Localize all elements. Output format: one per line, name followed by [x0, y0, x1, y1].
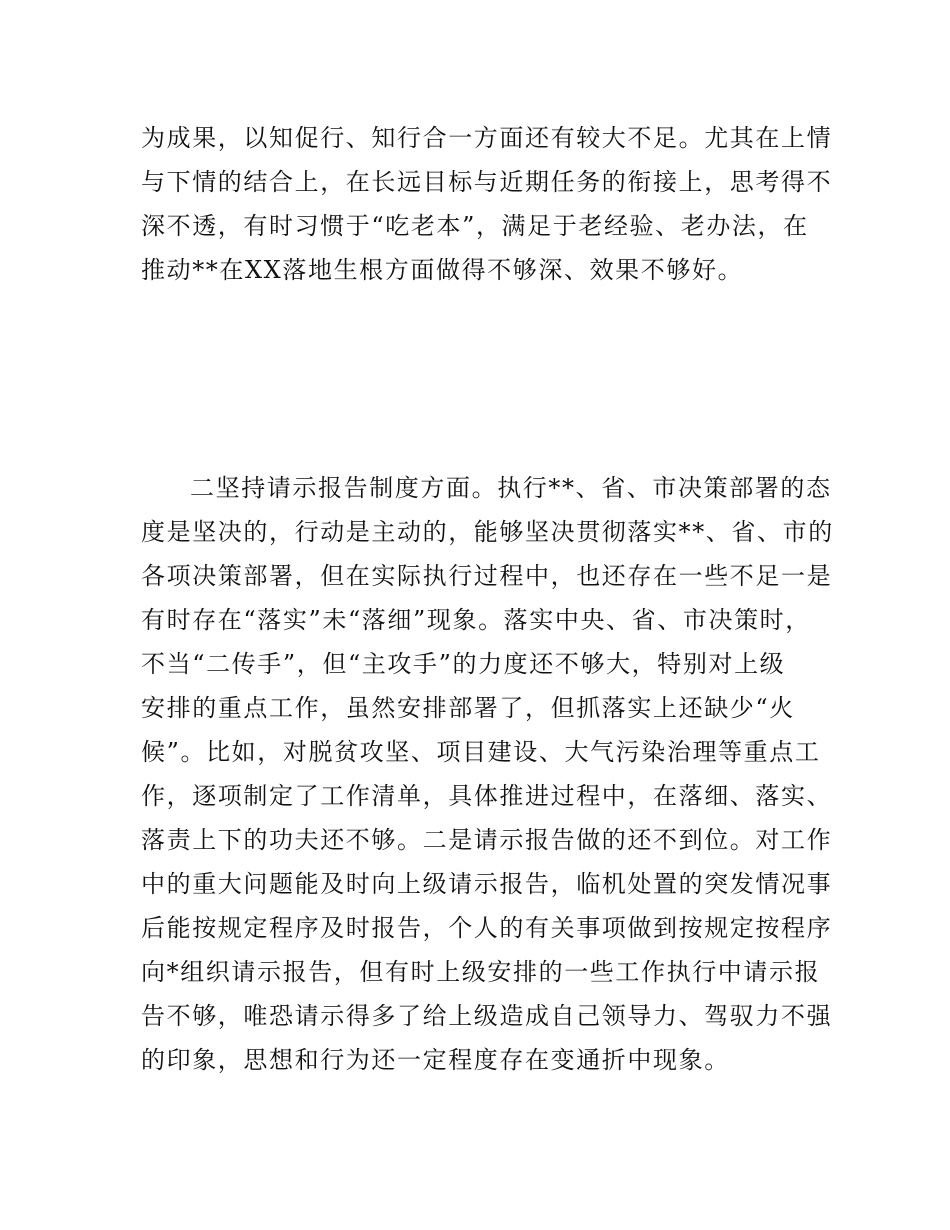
paragraph-2-line-1: 二坚持请示报告制度方面。执行**、省、市决策部署的态 — [190, 474, 832, 502]
paragraph-2-line-5: 不当“二传手”，但“主攻手”的力度还不够大，特别对上级 — [141, 650, 786, 678]
paragraph-2-line-7: 候”。比如，对脱贫攻坚、项目建设、大气污染治理等重点工 — [141, 738, 821, 766]
paragraph-2-line-10: 中的重大问题能及时向上级请示报告，临机处置的突发情况事 — [141, 870, 833, 898]
paragraph-1-line-1: 为成果，以知促行、知行合一方面还有较大不足。尤其在上情 — [141, 124, 833, 152]
paragraph-2-line-3: 各项决策部署，但在实际执行过程中，也还存在一些不足一是 — [141, 562, 833, 590]
paragraph-2-line-9: 落责上下的功夫还不够。二是请示报告做的还不到位。对工作 — [141, 826, 833, 854]
paragraph-2-line-2: 度是坚决的，行动是主动的，能够坚决贯彻落实**、省、市的 — [141, 518, 834, 546]
paragraph-2-line-11: 后能按规定程序及时报告，个人的有关事项做到按规定按程序 — [141, 914, 833, 942]
paragraph-1-line-2: 与下情的结合上，在长远目标与近期任务的衔接上，思考得不 — [141, 168, 833, 196]
paragraph-2-line-12: 向*组织请示报告，但有时上级安排的一些工作执行中请示报 — [141, 958, 821, 986]
paragraph-1-line-4: 推动**在XX落地生根方面做得不够深、效果不够好。 — [141, 256, 744, 284]
paragraph-2-line-13: 告不够，唯恐请示得多了给上级造成自己领导力、驾驭力不强 — [141, 1002, 833, 1030]
paragraph-1-line-3: 深不透，有时习惯于“吃老本”，满足于老经验、老办法，在 — [141, 212, 809, 240]
paragraph-2-line-14: 的印象，思想和行为还一定程度存在变通折中现象。 — [141, 1046, 730, 1074]
paragraph-2-line-6: 安排的重点工作，虽然安排部署了，但抓落实上还缺少“火 — [141, 694, 795, 722]
paragraph-2-line-8: 作，逐项制定了工作清单，具体推进过程中，在落细、落实、 — [141, 782, 833, 810]
paragraph-2-line-4: 有时存在“落实”未“落细”现象。落实中央、省、市决策时， — [141, 606, 811, 634]
